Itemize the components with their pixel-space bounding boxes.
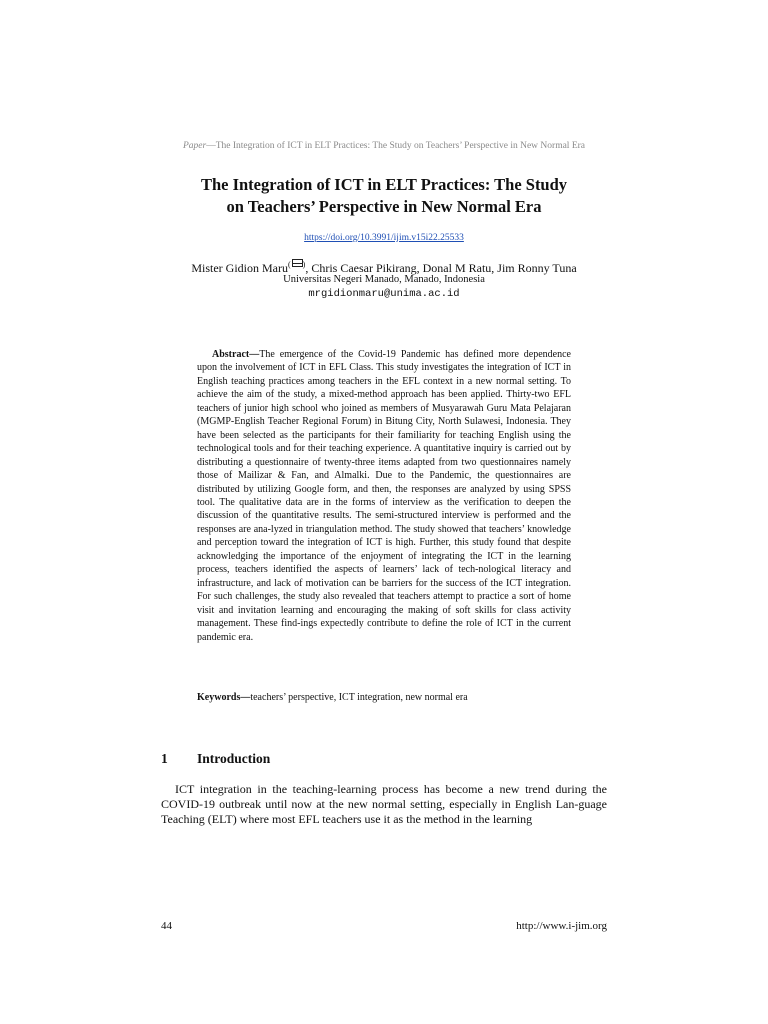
- doi-link[interactable]: https://doi.org/10.3991/ijim.v15i22.25533: [304, 233, 464, 243]
- envelope-icon: [292, 259, 303, 267]
- paper-title-line2: on Teachers’ Perspective in New Normal Era: [226, 197, 542, 216]
- introduction-paragraph: ICT integration in the teaching-learning process has become a new trend during the COVID-19 outbreak until now at the new normal setting, especially in English Lan-guage Teaching (ELT) where most EFL teachers use it as the method in the learning: [161, 782, 607, 826]
- abstract-text: The emergence of the Covid-19 Pandemic has defined more dependence upon the involvement of ICT in EFL Class. This study investigates the integration of ICT in English teaching practices among teachers in the EFL context in a new normal setting. To achieve the aim of the study, a mixed-method approach has been applied. Thirty-two EFL teachers of junior high school who joined as members of Musyarawah Guru Mata Pelajaran (MGMP-English Teacher Regional Forum) in Bitung City, North Sulawesi, Indonesia. They have been selected as the participants for their familiarity for teaching English using the technological tools and for their teaching experience. A quantitative inquiry is carried out by distributing a questionnaire of twenty-three items adapted from two questionnaires namely those of Mailizar & Fan, and Almalki. Due to the Pandemic, the questionnaires are distributed by utilizing Google form, and then, the responses are analyzed by using SPSS tool. The qualitative data are in the forms of interview as the verification to deepen the discussion of the quantitative results. The semi-structured interview is performed and the responses are ana-lyzed in triangulation method. The study showed that teachers’ knowledge and perception toward the integration of ICT is high. Further, this study found that despite acknowledging the importance of the enjoyment of integrating the ICT in the learning process, teachers identified the aspects of learners’ lack of tech-nological literacy and infrastructure, and lack of motivation can be barriers for the success of the ICT integration. For such challenges, the study also revealed that teachers attempt to practice a sort of home visit and invitation learning and encouraging the making of soft skills for class activity management. These find-ings expectedly contribute to define the role of ICT in the current pandemic era.: [197, 349, 571, 643]
- author-email: mrgidionmaru@unima.ac.id: [308, 288, 460, 300]
- keywords-text: teachers’ perspective, ICT integration, new normal era: [250, 692, 468, 703]
- running-header-text: —The Integration of ICT in ELT Practices: The Study on Teachers’ Perspective in New Normal Era: [206, 141, 585, 151]
- corresponding-mark-open: (: [287, 260, 291, 269]
- paper-title: [140, 174, 628, 218]
- footer-url[interactable]: http://www.i-jim.org: [516, 920, 607, 932]
- paper-title-line1: The Integration of ICT in ELT Practices: The Study: [200, 175, 568, 194]
- keywords: [197, 692, 571, 703]
- page-number: 44: [161, 920, 172, 932]
- affiliation: Universitas Negeri Manado, Manado, Indonesia: [283, 274, 485, 285]
- other-authors: , Chris Caesar Pikirang, Donal M Ratu, Jim Ronny Tuna: [305, 261, 577, 275]
- running-header: [0, 141, 768, 151]
- abstract: [197, 348, 571, 644]
- keywords-label: Keywords—: [197, 692, 251, 703]
- section-title: Introduction: [197, 751, 271, 766]
- running-header-prefix: Paper: [182, 141, 207, 151]
- first-author: Mister Gidion Maru: [191, 261, 288, 275]
- abstract-label: Abstract—: [212, 349, 260, 360]
- corresponding-mark-close: ): [302, 260, 306, 269]
- doi-line: [0, 233, 768, 243]
- section-number: 1: [161, 751, 168, 766]
